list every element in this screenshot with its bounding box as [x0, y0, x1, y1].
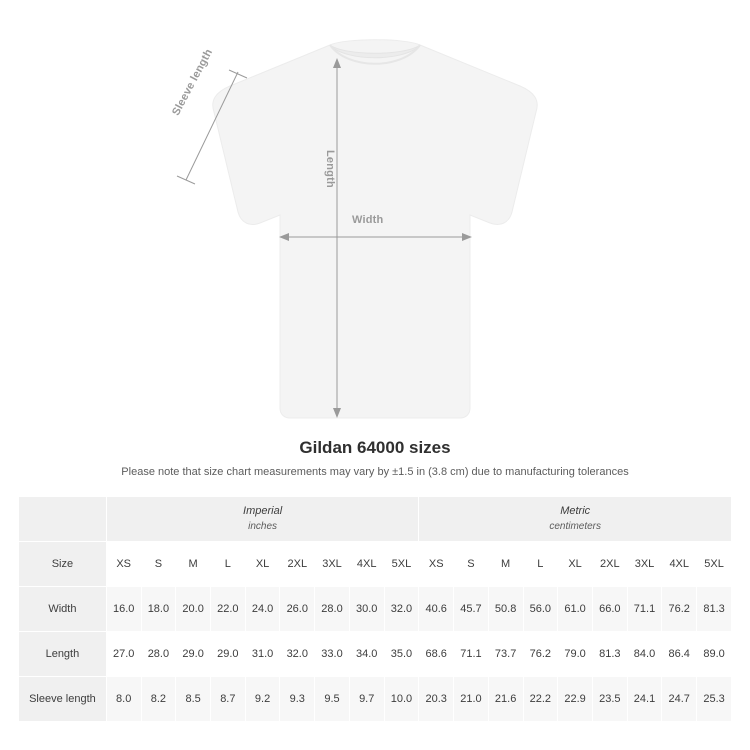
- width-imperial-2xl: 26.0: [280, 587, 315, 632]
- length-metric-s: 71.1: [454, 632, 489, 677]
- unit-system-imperial-name: Imperial: [243, 504, 283, 517]
- length-metric-3xl: 84.0: [627, 632, 662, 677]
- sleeve-metric-2xl: 23.5: [592, 677, 627, 722]
- unit-system-metric: [419, 497, 732, 542]
- sleeve-metric-m: 21.6: [488, 677, 523, 722]
- size-header-metric-xl: XL: [558, 542, 593, 587]
- length-metric-2xl: 81.3: [592, 632, 627, 677]
- size-header-metric-2xl: 2XL: [592, 542, 627, 587]
- size-table: [18, 496, 732, 722]
- size-header-metric-l: L: [523, 542, 558, 587]
- length-metric-5xl: 89.0: [697, 632, 732, 677]
- length-metric-m: 73.7: [488, 632, 523, 677]
- sleeve-metric-3xl: 24.1: [627, 677, 662, 722]
- size-header-imperial-2xl: 2XL: [280, 542, 315, 587]
- sleeve-imperial-m: 8.5: [176, 677, 211, 722]
- unit-system-metric-name: Metric: [560, 504, 591, 517]
- length-metric-xl: 79.0: [558, 632, 593, 677]
- width-metric-l: 56.0: [523, 587, 558, 632]
- page-title: Gildan 64000 sizes: [299, 438, 451, 457]
- size-header-metric-3xl: 3XL: [627, 542, 662, 587]
- size-header-imperial-l: L: [210, 542, 245, 587]
- sleeve-metric-4xl: 24.7: [662, 677, 697, 722]
- width-imperial-xs: 16.0: [106, 587, 141, 632]
- sleeve-metric-s: 21.0: [454, 677, 489, 722]
- sleeve-metric-5xl: 25.3: [697, 677, 732, 722]
- width-metric-s: 45.7: [454, 587, 489, 632]
- size-header-metric-4xl: 4XL: [662, 542, 697, 587]
- size-header-imperial-xl: XL: [245, 542, 280, 587]
- length-imperial-l: 29.0: [210, 632, 245, 677]
- unit-header-row: [19, 497, 732, 542]
- sleeve-metric-l: 22.2: [523, 677, 558, 722]
- sleeve-imperial-3xl: 9.5: [315, 677, 350, 722]
- size-header-label: Size: [19, 542, 107, 587]
- size-header-imperial-3xl: 3XL: [315, 542, 350, 587]
- table-row: [19, 587, 732, 632]
- length-metric-xs: 68.6: [419, 632, 454, 677]
- unit-system-imperial: [106, 497, 419, 542]
- width-imperial-3xl: 28.0: [315, 587, 350, 632]
- length-imperial-m: 29.0: [176, 632, 211, 677]
- size-header-metric-xs: XS: [419, 542, 454, 587]
- length-imperial-4xl: 34.0: [349, 632, 384, 677]
- width-imperial-xl: 24.0: [245, 587, 280, 632]
- length-metric-4xl: 86.4: [662, 632, 697, 677]
- length-imperial-2xl: 32.0: [280, 632, 315, 677]
- tolerance-note: Please note that size chart measurements may vary by ±1.5 in (3.8 cm) due to manufacturing tolerances: [121, 466, 629, 478]
- sleeve-length-label: Sleeve length: [170, 47, 216, 118]
- width-label: Width: [352, 214, 384, 226]
- width-imperial-4xl: 30.0: [349, 587, 384, 632]
- title-block: [0, 438, 750, 478]
- size-header-metric-s: S: [454, 542, 489, 587]
- unit-system-metric-sub: centimeters: [549, 521, 602, 533]
- width-imperial-5xl: 32.0: [384, 587, 419, 632]
- table-row: [19, 677, 732, 722]
- sleeve-imperial-2xl: 9.3: [280, 677, 315, 722]
- sleeve-imperial-s: 8.2: [141, 677, 176, 722]
- row-label-width: Width: [19, 587, 107, 632]
- shirt-body: [213, 40, 537, 418]
- size-header-metric-m: M: [488, 542, 523, 587]
- length-imperial-xl: 31.0: [245, 632, 280, 677]
- size-header-imperial-5xl: 5XL: [384, 542, 419, 587]
- size-header-imperial-xs: XS: [106, 542, 141, 587]
- size-table-wrapper: [18, 496, 732, 722]
- length-label: Length: [324, 150, 336, 188]
- width-metric-xl: 61.0: [558, 587, 593, 632]
- length-metric-l: 76.2: [523, 632, 558, 677]
- width-metric-5xl: 81.3: [697, 587, 732, 632]
- sleeve-metric-xs: 20.3: [419, 677, 454, 722]
- width-metric-2xl: 66.0: [592, 587, 627, 632]
- width-metric-m: 50.8: [488, 587, 523, 632]
- table-row: [19, 632, 732, 677]
- length-imperial-xs: 27.0: [106, 632, 141, 677]
- width-imperial-s: 18.0: [141, 587, 176, 632]
- size-header-imperial-s: S: [141, 542, 176, 587]
- width-imperial-l: 22.0: [210, 587, 245, 632]
- length-imperial-s: 28.0: [141, 632, 176, 677]
- unit-header-spacer: [19, 497, 107, 542]
- row-label-sleeve-length: Sleeve length: [19, 677, 107, 722]
- length-imperial-5xl: 35.0: [384, 632, 419, 677]
- width-imperial-m: 20.0: [176, 587, 211, 632]
- size-header-imperial-m: M: [176, 542, 211, 587]
- size-header-metric-5xl: 5XL: [697, 542, 732, 587]
- sleeve-imperial-l: 8.7: [210, 677, 245, 722]
- row-label-length: Length: [19, 632, 107, 677]
- size-header-imperial-4xl: 4XL: [349, 542, 384, 587]
- width-metric-3xl: 71.1: [627, 587, 662, 632]
- sleeve-imperial-xs: 8.0: [106, 677, 141, 722]
- unit-system-imperial-sub: inches: [248, 521, 278, 533]
- width-metric-4xl: 76.2: [662, 587, 697, 632]
- size-header-row: [19, 542, 732, 587]
- sleeve-imperial-5xl: 10.0: [384, 677, 419, 722]
- sleeve-imperial-4xl: 9.7: [349, 677, 384, 722]
- length-imperial-3xl: 33.0: [315, 632, 350, 677]
- sleeve-imperial-xl: 9.2: [245, 677, 280, 722]
- width-metric-xs: 40.6: [419, 587, 454, 632]
- sleeve-metric-xl: 22.9: [558, 677, 593, 722]
